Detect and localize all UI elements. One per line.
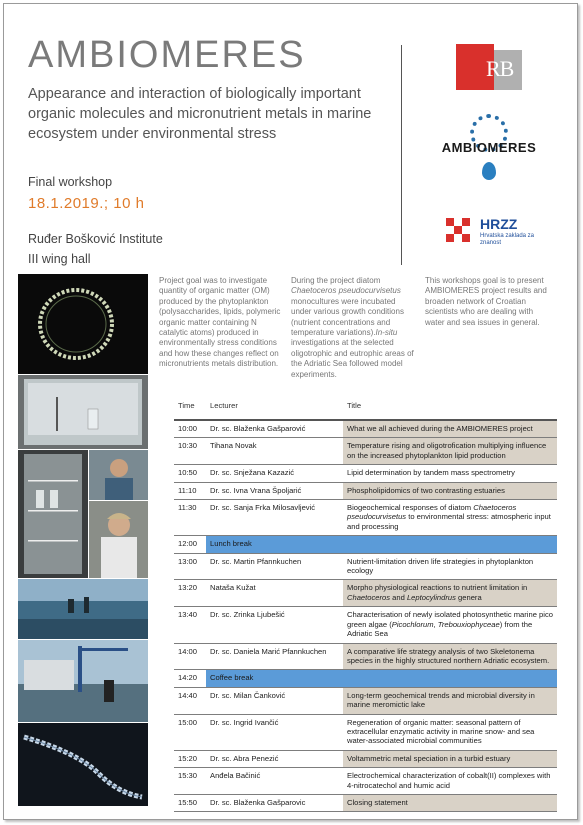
row-time: 15:30: [174, 768, 206, 795]
header-divider: [401, 45, 402, 265]
photo-research-vessel: [18, 640, 148, 722]
row-title: Regeneration of organic matter: seasonal pattern of extracellular enzymatic activity in marine snow- and sea water-associated microbial communities: [343, 714, 557, 750]
hrzz-logo-subtitle: Hrvatska zaklada za znanost: [480, 233, 535, 246]
row-time: 10:50: [174, 465, 206, 482]
row-time: 13:00: [174, 553, 206, 580]
title-species: Chaetoceros: [347, 592, 391, 602]
title-text: and: [390, 592, 407, 602]
row-time: 14:20: [174, 670, 206, 687]
title-species: Leptocylindrus: [406, 592, 456, 602]
row-lecturer: Dr. sc. Snježana Kazazić: [206, 465, 343, 482]
title-text: ,: [433, 619, 438, 629]
photo-collage: [18, 274, 148, 806]
rb-logo-text: RB: [486, 56, 514, 81]
row-lecturer: Dr. sc. Martin Pfannkuchen: [206, 553, 343, 580]
title-text: ) from the Adriatic Sea: [347, 619, 533, 639]
row-title: What we all achieved during the AMBIOMERES project: [343, 420, 557, 438]
hrzz-logo: [446, 216, 542, 250]
title-species: Trebouxiophyceae: [437, 619, 500, 629]
table-row: [174, 750, 557, 767]
row-time: 15:20: [174, 750, 206, 767]
photo-lab-worker: [89, 450, 148, 500]
row-time: 11:10: [174, 482, 206, 499]
event-type: Final workshop: [28, 175, 113, 189]
schedule-header-time: Time: [174, 398, 206, 420]
row-title: Lipid determination by tandem mass spectrometry: [343, 465, 557, 482]
table-row: [174, 794, 557, 811]
blurb-project-work: [291, 276, 414, 380]
row-time: 12:00: [174, 536, 206, 553]
row-title: A comparative life strategy analysis of two Skeletonema species in the highly structured northern Adriatic ecosystem.: [343, 643, 557, 670]
row-lecturer: Tihana Novak: [206, 438, 343, 465]
row-time: 10:00: [174, 420, 206, 438]
row-lecturer: Dr. sc. Ingrid Ivančić: [206, 714, 343, 750]
table-row: [174, 420, 557, 438]
title-text: genera: [455, 592, 482, 602]
table-row: [174, 438, 557, 465]
row-lecturer: Dr. sc. Abra Penezić: [206, 750, 343, 767]
event-date: 18.1.2019.; 10 h: [28, 195, 145, 212]
title-text: Morpho physiological reactions to nutrient limitation in: [347, 583, 528, 593]
schedule-header-lecturer: Lecturer: [206, 398, 343, 420]
title-species: Chaetoceros pseudocurvisetus: [347, 503, 517, 522]
blurb-workshop-goal: This workshops goal is to present AMBIOMERES project results and broaden network of Croatian scientists who are dealing with water and sea issues in general.: [425, 276, 547, 327]
row-title: Voltammetric metal speciation in a turbid estuary: [343, 750, 557, 767]
title-text: Biogeochemical responses of diatom: [347, 503, 474, 513]
row-lecturer: Anđela Bačinić: [206, 768, 343, 795]
table-row: [174, 553, 557, 580]
row-lecturer: Dr. sc. Zrinka Ljubešić: [206, 607, 343, 643]
row-break-label: Lunch break: [206, 536, 557, 553]
row-lecturer: Nataša Kužat: [206, 580, 343, 607]
row-title: [343, 607, 557, 643]
blurb-insitu: In-situ: [375, 328, 398, 338]
row-lecturer: Dr. sc. Ivna Vrana Špoljarić: [206, 482, 343, 499]
photo-boat-sea: [18, 579, 148, 639]
title-text: to environmental stress: atmospheric input and processing: [347, 512, 551, 531]
blurb-project-goal: Project goal was to investigate quantity of organic matter (OM) produced by the phytoplankton (polysaccharides, lipids, polymeric organic matter containing N catalytic atoms) produced in environmentally stress conditions and how these changes reflect on micronutrients metals distribution.: [159, 276, 281, 369]
row-title: Nutrient-limitation driven life strategies in phytoplankton ecology: [343, 553, 557, 580]
table-row: [174, 580, 557, 607]
row-break-label: Coffee break: [206, 670, 557, 687]
row-title: [343, 580, 557, 607]
poster-subtitle: Appearance and interaction of biologically important organic molecules and micronutrient metals in marine ecosystem under environmental stress: [28, 86, 372, 142]
row-title: Closing statement: [343, 794, 557, 811]
row-time: 15:00: [174, 714, 206, 750]
row-lecturer: Dr. sc. Daniela Marić Pfannkuchen: [206, 643, 343, 670]
schedule-header-title: Title: [343, 398, 557, 420]
row-title: Temperature rising and oligotrofication multiplying influence on the increased phytoplankton lipid production: [343, 438, 557, 465]
hrzz-logo-name: HRZZ: [480, 216, 518, 232]
blurb-text: monocultures were incubated under various growth conditions (nutrient concentrations and temperature variations).: [291, 296, 404, 338]
table-row: [174, 482, 557, 499]
row-title: Phospholipidomics of two contrasting estuaries: [343, 482, 557, 499]
water-drop-icon: [482, 162, 496, 180]
row-time: 13:20: [174, 580, 206, 607]
ambiomeres-logo: [434, 112, 544, 188]
event-venue: [28, 229, 163, 269]
checkerboard-icon: [446, 218, 472, 244]
title-species: Picochlorum: [391, 619, 434, 629]
table-row: [174, 768, 557, 795]
blurb-species: Chaetoceros pseudocurvisetus: [291, 286, 401, 296]
photo-diatom-ring: [18, 274, 148, 374]
photo-diatom-chain: [18, 723, 148, 806]
row-time: 14:40: [174, 687, 206, 714]
row-title: Long-term geochemical trends and microbial diversity in marine meromictic lake: [343, 687, 557, 714]
title-text: Characterisation of newly isolated photosynthetic marine pico green algae (: [347, 610, 553, 629]
photo-lab-hood: [18, 375, 148, 449]
ambiomeres-logo-text: AMBIOMERES: [441, 140, 537, 155]
row-time: 14:00: [174, 643, 206, 670]
row-time: 11:30: [174, 500, 206, 536]
table-row-break: [174, 670, 557, 687]
row-lecturer: Dr. sc. Milan Čanković: [206, 687, 343, 714]
table-row: [174, 607, 557, 643]
row-title: Electrochemical characterization of cobalt(II) complexes with 4-nitrocatechol and humic acid: [343, 768, 557, 795]
row-lecturer: Dr. sc. Sanja Frka Milosavljević: [206, 500, 343, 536]
photo-scientist: [89, 501, 148, 578]
table-row: [174, 465, 557, 482]
row-lecturer: Dr. sc. Blaženka Gašparović: [206, 420, 343, 438]
table-row: [174, 643, 557, 670]
venue-institute: Ruđer Bošković Institute: [28, 232, 163, 246]
blurb-text: During the project diatom: [291, 276, 381, 285]
schedule-table: [174, 398, 557, 812]
row-title: [343, 500, 557, 536]
row-time: 10:30: [174, 438, 206, 465]
blurb-text: investigations at the selected oligotrophic and eutrophic areas of the Adriatic Sea followed model experiments.: [291, 338, 414, 379]
row-lecturer: Dr. sc. Blaženka Gašparovic: [206, 794, 343, 811]
venue-hall: III wing hall: [28, 252, 91, 266]
table-row: [174, 687, 557, 714]
table-row: [174, 714, 557, 750]
row-time: 15:50: [174, 794, 206, 811]
schedule-header-row: [174, 398, 557, 420]
photo-incubator: [18, 450, 88, 578]
poster-title: AMBIOMERES: [28, 34, 306, 76]
row-time: 13:40: [174, 607, 206, 643]
rb-logo: [456, 44, 524, 90]
table-row: [174, 500, 557, 536]
table-row-break: [174, 536, 557, 553]
